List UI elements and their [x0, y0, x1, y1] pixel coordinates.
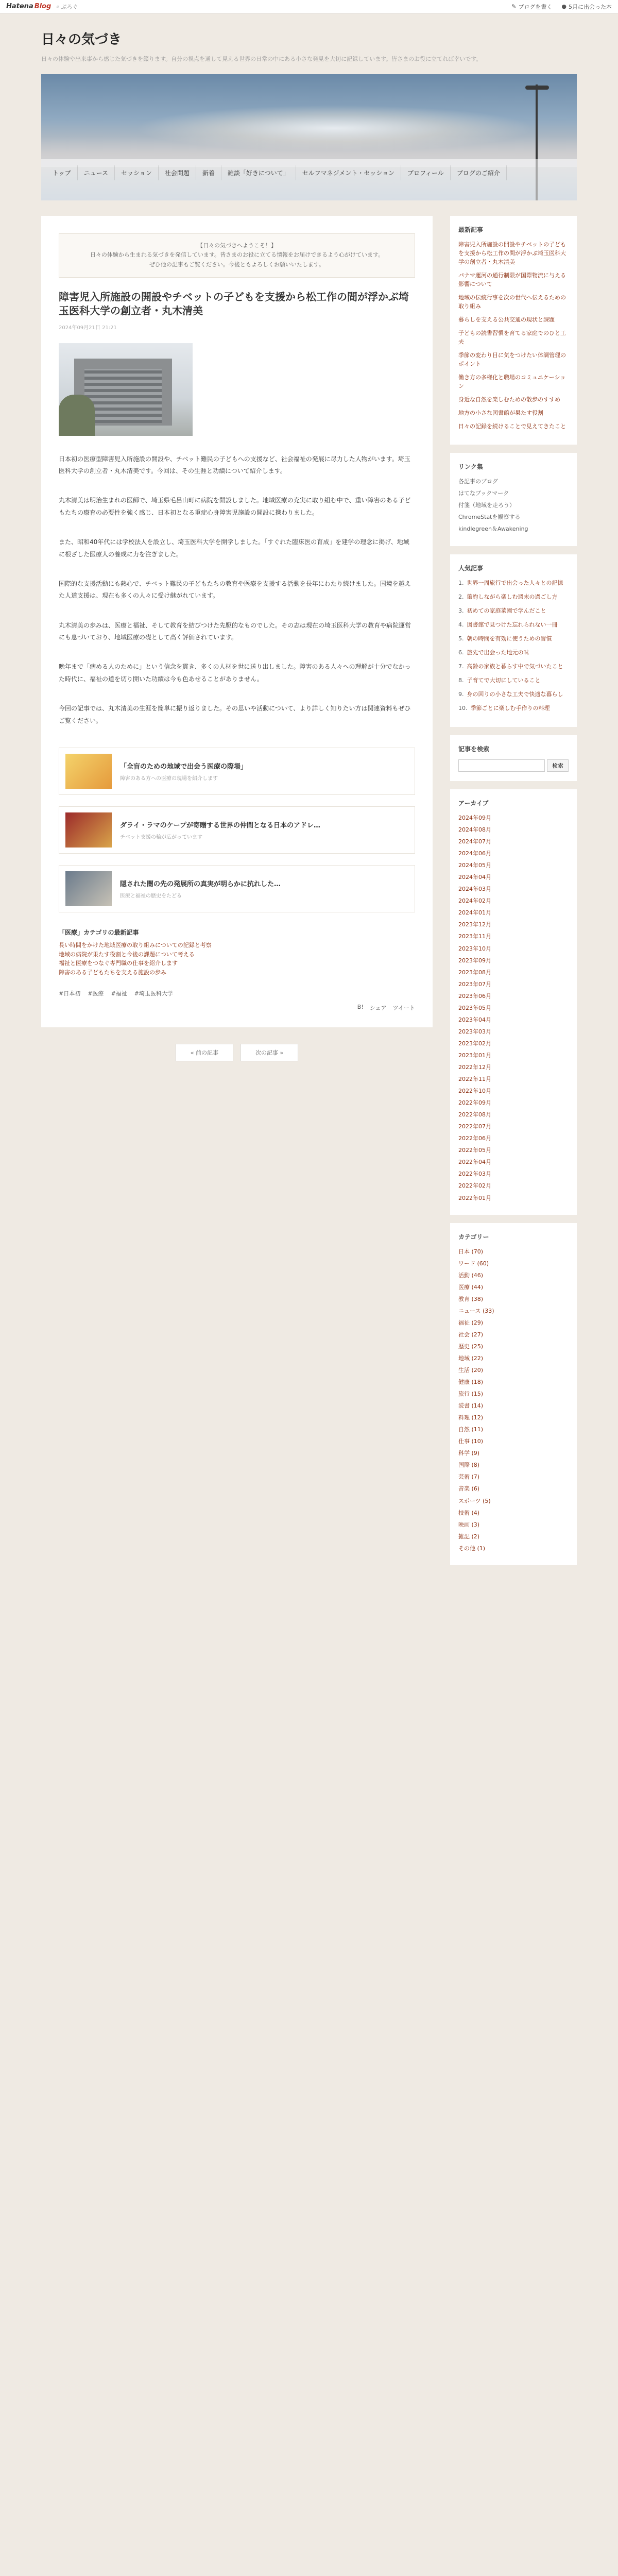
popular-post-link[interactable]: 世界一周旅行で出会った人々との記憶 — [467, 579, 563, 586]
category-link[interactable]: 生活 (20) — [458, 1367, 484, 1374]
nav-item[interactable]: プロフィール — [401, 165, 451, 180]
recent-posts-module — [450, 216, 577, 445]
blog-title[interactable]: 日々の気づき — [41, 32, 122, 47]
card-thumbnail — [65, 871, 112, 906]
article-paragraph: 日本初の医療型障害児入所施設の開設や、チベット難民の子どもへの支援など、社会福祉の発展に尽力した人物がいます。埼玉医科大学の創立者・丸木清美です。今回は、その生涯と功績について紹介します。 — [59, 455, 410, 474]
search-icon: ⌕ — [56, 3, 60, 10]
card-title: 「全盲のための地域で出会う医療の際場」 — [120, 763, 248, 771]
site-header — [41, 13, 577, 74]
embed-cards — [59, 748, 415, 912]
search-module — [450, 735, 577, 781]
logo-main-text: Hatena — [6, 3, 33, 10]
share-buttons — [59, 1004, 415, 1012]
sidebar-search-input[interactable] — [458, 759, 545, 772]
archive-link[interactable]: 2024年03月 — [458, 886, 491, 893]
card-subtitle: チベット支援の輪が広がっています — [120, 835, 202, 841]
building-photo — [59, 343, 193, 436]
category-link[interactable]: 芸術 (7) — [458, 1473, 480, 1481]
nav-item[interactable]: トップ — [46, 165, 78, 180]
popular-post-item[interactable] — [458, 690, 569, 699]
archive-link[interactable]: 2024年05月 — [458, 862, 491, 869]
rank-number: 9. — [458, 690, 464, 698]
links-heading: リンク集 — [458, 463, 483, 471]
rank-number: 6. — [458, 649, 464, 656]
category-link[interactable]: 自然 (11) — [458, 1426, 484, 1433]
recent-post-link[interactable]: 働き方の多様化と職場のコミュニケーション — [458, 374, 566, 390]
embed-card[interactable] — [59, 806, 415, 854]
rank-number: 10. — [458, 704, 468, 711]
recent-post-link[interactable]: パナマ運河の通行制限が国際物流に与える影響について — [458, 272, 566, 287]
card-subtitle: 障害のある方への医療の現場を紹介します — [120, 776, 218, 782]
category-link[interactable]: 料理 (12) — [458, 1414, 484, 1421]
related-heading: 「医療」カテゴリの最新記事 — [59, 929, 139, 937]
popular-post-link[interactable]: 身の回りの小さな工夫で快適な暮らし — [467, 690, 563, 698]
rank-number: 2. — [458, 593, 464, 600]
category-link[interactable]: スポーツ (5) — [458, 1497, 491, 1504]
archive-link[interactable]: 2024年07月 — [458, 838, 491, 845]
link-item[interactable]: kindlegreen＆Awakening — [458, 526, 528, 533]
photo-building-windows — [84, 369, 162, 423]
archive-link[interactable]: 2024年09月 — [458, 815, 491, 821]
article — [41, 216, 433, 1028]
category-link[interactable]: ニュース (33) — [458, 1307, 494, 1314]
category-link[interactable]: 活動 (46) — [458, 1272, 484, 1279]
recent-post-link[interactable]: 身近な自然を楽しむための散歩のすすめ — [458, 396, 561, 403]
card-thumbnail — [65, 754, 112, 789]
logo-sub-text: Blog — [34, 3, 52, 10]
sidebar — [450, 216, 577, 1573]
recent-post-link[interactable]: 日々の記録を続けることで見えてきたこと — [458, 423, 566, 430]
archive-module — [450, 789, 577, 1215]
recent-post-link[interactable]: 障害児入所施設の開設やチベットの子どもを支援から松工作の間が浮かぶ埼玉医科大学の創立者・丸木清美 — [458, 241, 566, 265]
link-item[interactable]: 付箋（地域を走ろう） — [458, 502, 515, 509]
archive-link[interactable]: 2023年12月 — [458, 921, 491, 928]
recent-post-link[interactable]: 暮らしを支える公共交通の現状と課題 — [458, 316, 555, 323]
prev-article-button[interactable]: « 前の記事 — [176, 1044, 233, 1061]
archive-link[interactable]: 2022年12月 — [458, 1063, 491, 1071]
popular-post-link[interactable]: 図書館で見つけた忘れられない一冊 — [467, 621, 558, 628]
archive-link[interactable]: 2022年04月 — [458, 1159, 491, 1166]
popular-post-link[interactable]: 高齢の家族と暮らす中で気づいたこと — [467, 663, 563, 670]
archive-link[interactable]: 2023年04月 — [458, 1016, 491, 1023]
article-paragraph: 丸木清美は明治生まれの医師で、埼玉県毛呂山町に病院を開設しました。地域医療の充実に取り組む中で、重い障害のある子どもたちの療育の必要性を強く感じ、日本初となる重症心身障害児施設の開設に携わりました。 — [59, 497, 411, 516]
rank-number: 5. — [458, 635, 464, 642]
archive-link[interactable]: 2023年05月 — [458, 1004, 491, 1011]
account-label: 5月に出会った本 — [569, 3, 612, 10]
archive-link[interactable]: 2022年07月 — [458, 1123, 491, 1130]
topbar-search-label: ぶろぐ — [61, 3, 78, 10]
popular-post-link[interactable]: 初めての家庭菜園で学んだこと — [467, 607, 546, 614]
archive-link[interactable]: 2023年11月 — [458, 933, 491, 940]
embed-card[interactable] — [59, 865, 415, 912]
archive-link[interactable]: 2023年07月 — [458, 980, 491, 988]
archive-link[interactable]: 2023年02月 — [458, 1040, 491, 1047]
category-link[interactable]: 旅行 (15) — [458, 1391, 484, 1398]
share-button[interactable]: B! — [357, 1004, 364, 1011]
category-link[interactable]: 国際 (8) — [458, 1462, 480, 1469]
category-link[interactable]: 映画 (3) — [458, 1521, 480, 1528]
category-link[interactable]: 福祉 (29) — [458, 1319, 484, 1326]
rank-number: 4. — [458, 621, 464, 628]
photo-tree — [59, 395, 95, 436]
archive-link[interactable]: 2022年03月 — [458, 1171, 491, 1178]
pager — [41, 1044, 433, 1061]
link-item[interactable]: ChromeStatを観察する — [458, 514, 521, 521]
category-link[interactable]: その他 (1) — [458, 1545, 486, 1552]
related-link[interactable]: 障害のある子どもたちを支える施設の歩み — [59, 969, 166, 976]
tag-link[interactable]: #医療 — [88, 990, 104, 997]
header-hero-image — [41, 74, 577, 200]
user-icon: ● — [561, 3, 566, 10]
archive-link[interactable]: 2023年08月 — [458, 969, 491, 976]
archive-link[interactable]: 2022年08月 — [458, 1111, 491, 1118]
popular-post-link[interactable]: 旅先で出会った地元の味 — [467, 649, 529, 656]
archive-link[interactable]: 2022年02月 — [458, 1182, 491, 1190]
article-paragraph: 国際的な支援活動にも熱心で、チベット難民の子どもたちの教育や医療を支援する活動を長年にわたり続けました。国境を越えた人道支援は、現在も多くの人々に受け継がれています。 — [59, 580, 411, 600]
recent-post-link[interactable]: 子どもの読書習慣を育てる家庭でのひと工夫 — [458, 329, 566, 345]
embed-card[interactable] — [59, 748, 415, 795]
popular-post-item[interactable] — [458, 634, 569, 643]
sidebar-search-button[interactable]: 検索 — [547, 759, 569, 772]
archive-link[interactable]: 2023年10月 — [458, 945, 491, 952]
category-link[interactable]: 健康 (18) — [458, 1379, 484, 1386]
category-link[interactable]: 雑記 (2) — [458, 1533, 480, 1540]
share-button[interactable]: ツイート — [392, 1005, 415, 1012]
nav-item[interactable]: ブログのご紹介 — [451, 165, 507, 180]
popular-post-item[interactable] — [458, 579, 569, 587]
archive-link[interactable]: 2023年03月 — [458, 1028, 491, 1035]
article-paragraph: また、昭和40年代には学校法人を設立し、埼玉医科大学を開学しました。「すぐれた臨床医の育成」を建学の理念に掲げ、地域に根ざした医療人の養成に力を注ぎました。 — [59, 538, 409, 558]
recent-post-link[interactable]: 地域の伝統行事を次の世代へ伝えるための取り組み — [458, 294, 566, 310]
links-module — [450, 453, 577, 546]
popular-heading: 人気記事 — [458, 564, 484, 572]
archive-link[interactable]: 2022年10月 — [458, 1088, 491, 1095]
popular-post-item[interactable] — [458, 648, 569, 657]
tag-link[interactable]: #日本初 — [59, 990, 81, 997]
archive-link[interactable]: 2023年01月 — [458, 1052, 491, 1059]
category-link[interactable]: 日本 (70) — [458, 1248, 484, 1255]
global-topbar — [0, 0, 618, 13]
archive-link[interactable]: 2024年02月 — [458, 897, 491, 905]
share-button[interactable]: シェア — [369, 1005, 387, 1012]
welcome-notice — [59, 233, 415, 278]
archive-link[interactable]: 2022年06月 — [458, 1135, 491, 1142]
category-link[interactable]: ワード (60) — [458, 1260, 489, 1267]
search-heading: 記事を検索 — [458, 745, 490, 753]
archive-link[interactable]: 2022年11月 — [458, 1076, 491, 1083]
nav-item[interactable]: セルフマネジメント・セッション — [296, 165, 401, 180]
recent-post-link[interactable]: 季節の変わり目に気をつけたい体調管理のポイント — [458, 351, 566, 368]
card-title: 隠された闇の先の発展所の真実が明らかに抗れした… — [120, 880, 281, 889]
write-blog-link[interactable] — [511, 3, 552, 11]
related-articles — [59, 928, 415, 977]
popular-post-item[interactable] — [458, 662, 569, 671]
recent-heading: 最新記事 — [458, 226, 484, 233]
category-link[interactable]: 教育 (38) — [458, 1295, 484, 1302]
notice-line: ぜひ他の記事もご覧ください。今後ともよろしくお願いいたします。 — [149, 261, 325, 268]
archive-link[interactable]: 2024年01月 — [458, 909, 491, 917]
next-article-button[interactable]: 次の記事 » — [241, 1044, 298, 1061]
global-nav — [41, 159, 577, 200]
blog-description: 日々の体験や出来事から感じた気づきを綴ります。自分の視点を通して見える世界の日常の中にある小さな発見を大切に記録しています。皆さまのお役に立てれば幸いです。 — [41, 56, 482, 62]
popular-post-item[interactable] — [458, 620, 569, 629]
article-paragraph: 晩年まで「病める人のために」という信念を貫き、多くの人材を世に送り出しました。障害のある人々への理解が十分でなかった時代に、福祉の道を切り開いた功績は今も色あせることがありません。 — [59, 663, 411, 683]
archive-link[interactable]: 2022年01月 — [458, 1194, 491, 1201]
archive-link[interactable]: 2024年04月 — [458, 874, 491, 881]
related-link[interactable]: 長い時間をかけた地域医療の取り組みについての記録と考察 — [59, 942, 212, 949]
tag-list — [59, 989, 415, 997]
tag-link[interactable]: #埼玉医科大学 — [134, 990, 173, 997]
category-link[interactable]: 音楽 (6) — [458, 1485, 480, 1493]
archive-link[interactable]: 2023年06月 — [458, 992, 491, 999]
nav-item[interactable]: セッション — [115, 165, 159, 180]
popular-post-link[interactable]: 節約しながら楽しむ週末の過ごし方 — [467, 593, 558, 600]
category-link[interactable]: 読書 (14) — [458, 1402, 484, 1410]
category-link[interactable]: 歴史 (25) — [458, 1343, 484, 1350]
popular-post-link[interactable]: 子育てで大切にしていること — [467, 676, 541, 684]
popular-post-item[interactable] — [458, 606, 569, 615]
popular-post-item[interactable] — [458, 676, 569, 685]
card-subtitle: 医療と福祉の歴史をたどる — [120, 893, 182, 900]
categories-heading: カテゴリー — [458, 1233, 489, 1241]
related-link[interactable]: 福祉と医療をつなぐ専門職の仕事を紹介します — [59, 960, 178, 967]
archive-link[interactable]: 2024年06月 — [458, 850, 491, 857]
category-link[interactable]: 科学 (9) — [458, 1450, 480, 1457]
link-item[interactable]: はてなブックマーク — [458, 490, 509, 497]
recent-post-link[interactable]: 地方の小さな図書館が果たす役割 — [458, 410, 543, 417]
archive-heading: アーカイブ — [458, 800, 489, 807]
hatena-logo[interactable] — [6, 3, 51, 10]
popular-post-item[interactable] — [458, 704, 569, 713]
write-blog-label: ブログを書く — [518, 3, 553, 10]
card-title: ダライ・ラマのケープが寄贈する世界の仲間となる日本のアドレ… — [120, 822, 320, 830]
archive-link[interactable]: 2023年09月 — [458, 957, 491, 964]
nav-item[interactable]: 新着 — [196, 165, 221, 180]
rank-number: 1. — [458, 579, 464, 586]
related-link[interactable]: 地域の病院が果たす役割と今後の課題について考える — [59, 951, 195, 958]
account-link[interactable] — [561, 3, 612, 11]
rank-number: 7. — [458, 663, 464, 670]
category-link[interactable]: 医療 (44) — [458, 1283, 484, 1291]
nav-item[interactable]: ニュース — [78, 165, 115, 180]
archive-link[interactable]: 2022年09月 — [458, 1099, 491, 1107]
popular-post-link[interactable]: 朝の時間を有効に使うための習慣 — [467, 635, 552, 642]
nav-item[interactable]: 雑談「好きについて」 — [221, 165, 296, 180]
archive-link[interactable]: 2022年05月 — [458, 1147, 491, 1154]
entry-title[interactable]: 障害児入所施設の開設やチベットの子どもを支援から松工作の間が浮かぶ埼玉医科大学の創立者・丸木清美 — [59, 290, 409, 317]
popular-post-item[interactable] — [458, 592, 569, 601]
street-lamp-head — [525, 86, 549, 90]
notice-line: 【日々の気づきへようこそ！】 — [197, 242, 277, 249]
article-paragraph: 丸木清美の歩みは、医療と福祉、そして教育を結びつけた先駆的なものでした。その志は現在の埼玉医科大学の教育や病院運営にも息づいており、地域医療の礎として高く評価されています。 — [59, 621, 411, 641]
card-thumbnail — [65, 812, 112, 848]
category-link[interactable]: 社会 (27) — [458, 1331, 484, 1338]
rank-number: 8. — [458, 676, 464, 684]
categories-module — [450, 1223, 577, 1565]
popular-posts-module — [450, 554, 577, 727]
tag-link[interactable]: #福祉 — [111, 990, 127, 997]
popular-post-link[interactable]: 季節ごとに楽しむ手作りの料理 — [470, 704, 550, 711]
category-link[interactable]: 仕事 (10) — [458, 1438, 484, 1445]
entry-date[interactable]: 2024年09月21日 21:21 — [59, 325, 117, 331]
pen-icon: ✎ — [511, 3, 517, 10]
main-column — [41, 216, 433, 1573]
notice-line: 日々の体験から生まれる気づきを発信しています。皆さまのお役に立てる情報をお届けできるよう心がけています。 — [90, 251, 384, 259]
nav-item[interactable]: 社会問題 — [159, 165, 196, 180]
category-link[interactable]: 技術 (4) — [458, 1509, 480, 1516]
topbar-search[interactable] — [56, 3, 78, 11]
rank-number: 3. — [458, 607, 464, 614]
category-link[interactable]: 地域 (22) — [458, 1354, 484, 1362]
link-item[interactable]: 各記事のブログ — [458, 478, 498, 485]
archive-link[interactable]: 2024年08月 — [458, 826, 491, 834]
article-paragraph: 今回の記事では、丸木清美の生涯を簡単に振り返りました。その思いや活動について、より詳しく知りたい方は関連資料もぜひご覧ください。 — [59, 705, 411, 724]
